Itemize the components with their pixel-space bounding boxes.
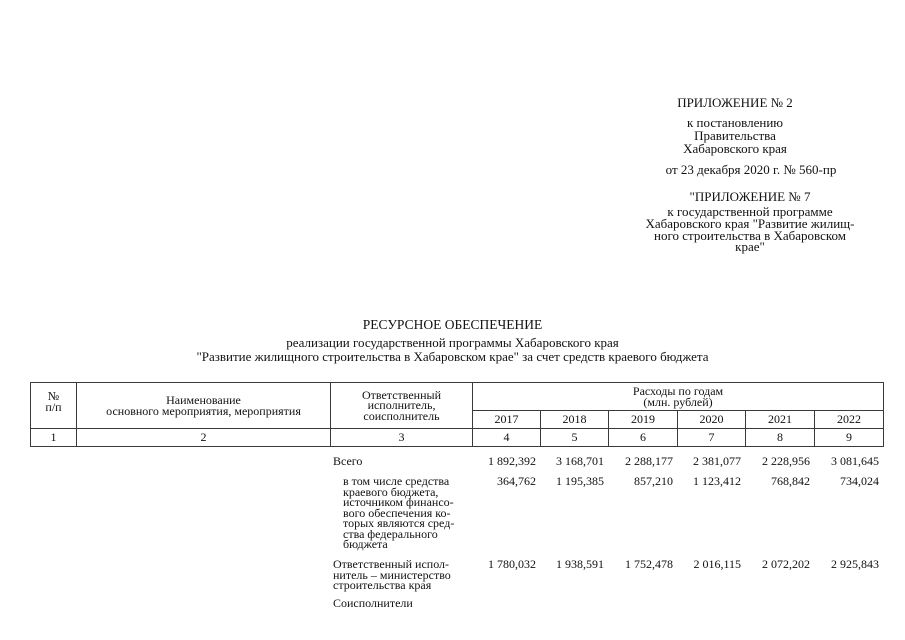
row-number-cell (30, 598, 76, 609)
document-subtitle (0, 336, 905, 364)
table-row-total (30, 456, 883, 467)
row-name-cell (76, 456, 330, 467)
amount-cell: 2 925,843 (831, 557, 879, 571)
amount-cell: 1 892,392 (488, 454, 536, 468)
table-row-co-executors (30, 598, 883, 609)
appendix-7-line: Хабаровского края "Развитие жилищ- (645, 215, 855, 231)
header-executor-line: Ответственный (361, 387, 442, 402)
header-year: 2022 (815, 411, 884, 429)
amount-cell: 364,762 (497, 474, 536, 488)
column-number: 8 (746, 429, 815, 447)
appendix-2-line: Правительства (694, 127, 776, 143)
row-executor-line: в том числе средства (343, 474, 450, 488)
header-row (31, 383, 884, 411)
appendix-7-line: ного строительства в Хабаровском (654, 227, 846, 243)
row-name-cell (76, 598, 330, 609)
header-year: 2017 (473, 411, 541, 429)
amount-cell: 734,024 (840, 474, 879, 488)
column-number: 3 (331, 429, 473, 447)
amount-cell: 1 123,412 (693, 474, 741, 488)
row-number-cell (30, 559, 76, 591)
header-executor (331, 383, 473, 429)
amount-cell: 2 228,956 (762, 454, 810, 468)
header-number-line: № (47, 389, 60, 403)
appendix-2-lines (615, 116, 855, 155)
amount-cell: 768,842 (771, 474, 810, 488)
column-number: 2 (77, 429, 331, 447)
row-executor-line: вого обеспечения ко- (343, 505, 451, 520)
column-number: 5 (541, 429, 609, 447)
row-executor-line: ства федерального (343, 526, 438, 541)
document-heading (0, 318, 905, 364)
amount-cell: 2 072,202 (762, 557, 810, 571)
header-number-line: п/п (45, 399, 62, 414)
header-expenses-line: (млн. рублей) (643, 394, 713, 409)
row-name-cell (76, 559, 330, 591)
table-row-responsible-executor (30, 559, 883, 591)
header-name (77, 383, 331, 429)
column-number: 4 (473, 429, 541, 447)
appendix-7-block (620, 190, 880, 253)
amount-cell: 3 081,645 (831, 454, 879, 468)
row-executor-line: Соисполнители (333, 596, 413, 610)
amount-cell: 1 780,032 (488, 557, 536, 571)
row-executor-line: бюджета (343, 537, 388, 551)
header-year: 2020 (678, 411, 746, 429)
header-name-line: основного мероприятия, мероприятия (106, 403, 301, 418)
header-expenses (473, 383, 884, 411)
row-executor-line: источником финансо- (343, 495, 454, 509)
row-executor-cell (330, 559, 472, 591)
row-number-cell (30, 476, 76, 550)
appendix-7-lines (620, 206, 880, 253)
row-name-cell (76, 476, 330, 550)
resolution-date: от 23 декабря 2020 г. № 560-пр (665, 161, 837, 177)
row-number-cell (30, 456, 76, 467)
row-executor-cell (330, 456, 472, 467)
column-number: 6 (609, 429, 678, 447)
row-executor-line: нитель – министерство (333, 567, 451, 582)
row-executor-line: строительства края (333, 578, 432, 592)
row-executor-line: торых являются сред- (343, 516, 455, 530)
document-subtitle-line: "Развитие жилищного строительства в Хабаровском крае" за счет средств краевого бюджета (196, 349, 709, 364)
amount-cell: 2 016,115 (693, 557, 741, 571)
document-subtitle-line: реализации государственной программы Хабаровского края (286, 335, 619, 350)
resource-table-header (30, 382, 884, 447)
column-number: 9 (815, 429, 884, 447)
table-row-federal-share (30, 476, 883, 550)
header-year: 2018 (541, 411, 609, 429)
row-executor-cell (330, 598, 472, 609)
header-number (31, 383, 77, 429)
column-number-row (31, 429, 884, 447)
row-executor-cell (330, 476, 472, 550)
row-executor-line: краевого бюджета, (343, 484, 439, 499)
appendix-2-title: ПРИЛОЖЕНИЕ № 2 (677, 95, 793, 110)
amount-cell: 3 168,701 (556, 454, 604, 468)
column-number: 1 (31, 429, 77, 447)
amount-cell: 1 938,591 (556, 557, 604, 571)
amount-cell: 2 381,077 (693, 454, 741, 468)
header-year: 2019 (609, 411, 678, 429)
appendix-7-title: "ПРИЛОЖЕНИЕ № 7 (689, 189, 811, 204)
document-title: РЕСУРСНОЕ ОБЕСПЕЧЕНИЕ (362, 317, 543, 332)
header-executor-line: исполнитель, (367, 398, 436, 413)
header-year: 2021 (746, 411, 815, 429)
header-name-line: Наименование (166, 393, 241, 407)
header-expenses-line: Расходы по годам (632, 384, 724, 398)
row-executor-line: Всего (333, 454, 363, 468)
appendix-7-line: к государственной программе (667, 204, 833, 220)
column-number: 7 (678, 429, 746, 447)
amount-cell: 1 195,385 (556, 474, 604, 488)
row-executor-line: Ответственный испол- (333, 557, 450, 571)
amount-cell: 857,210 (634, 474, 673, 488)
amount-cell: 1 752,478 (625, 557, 673, 571)
header-executor-line: соисполнитель (363, 408, 440, 423)
appendix-7-line: крае" (735, 239, 765, 255)
amount-cell: 2 288,177 (625, 454, 673, 468)
appendix-2-line: к постановлению (686, 114, 784, 130)
appendix-2-line: Хабаровского края (683, 140, 787, 156)
appendix-2-block (615, 96, 855, 155)
